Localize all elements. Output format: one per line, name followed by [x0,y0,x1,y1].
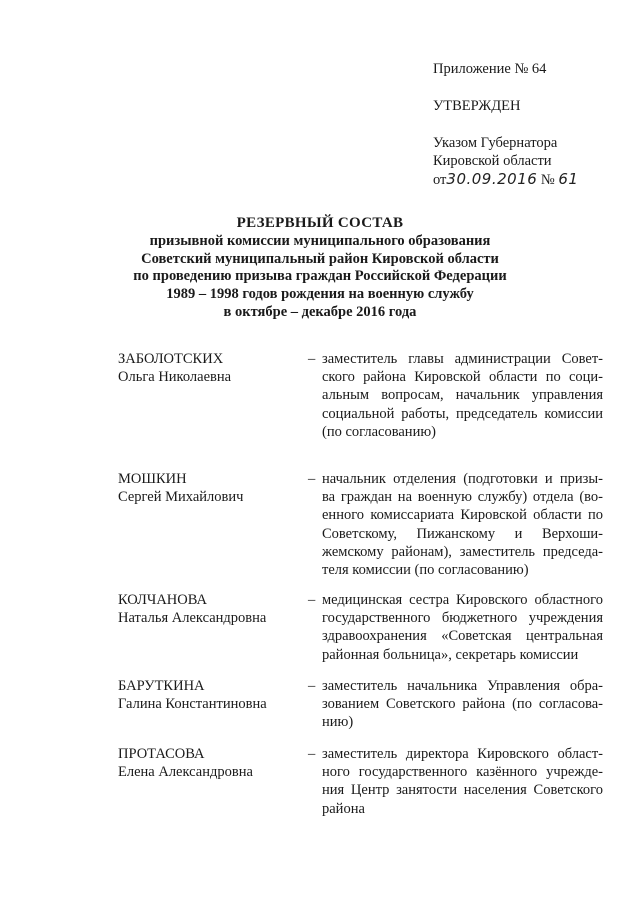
member-surname: ПРОТАСОВА [118,746,205,762]
role-line: жемскому районам), заместитель председа- [322,543,603,560]
title-line: призывной комиссии муниципального образования [149,232,491,249]
title-line: в октябре – декабре 2016 года [223,303,417,320]
member-role [322,350,603,470]
decree-line-2: Кировской области [433,153,552,169]
member-role [322,591,603,677]
handwritten-number: 61 [558,170,579,188]
member-entry [118,677,603,745]
role-line: социальной работы, председатель комиссии [322,405,603,422]
role-line: государственного бюджетного учреждения [322,610,603,627]
member-surname: ЗАБОЛОТСКИХ [118,351,224,367]
handwritten-date: 30.09.2016 [446,170,538,188]
member-role [322,470,603,591]
member-roster [118,350,603,818]
member-given-names: Галина Константиновна [118,696,267,713]
role-line: заместитель главы администрации Совет- [322,351,603,367]
title-line: по проведению призыва граждан Российской Федерации [133,268,507,285]
member-entry [118,470,603,591]
member-surname: КОЛЧАНОВА [118,592,207,608]
role-line: (по согласованию) [322,423,436,440]
role-line: района [322,800,365,817]
member-dash: – [308,351,316,367]
role-line: здравоохранения «Советская центральная [322,628,603,645]
approval-block [433,60,623,189]
member-given-names: Наталья Александровна [118,610,267,627]
member-dash: – [308,592,316,608]
member-entry [118,745,603,818]
member-dash: – [308,678,316,694]
role-line: енного комиссариата Кировской области по [322,507,603,524]
role-line: медицинская сестра Кировского областного [322,592,603,608]
title-line: 1989 – 1998 годов рождения на военную службу [166,286,474,303]
role-line: теля комиссии (по согласованию) [322,562,529,579]
member-role [322,745,603,818]
role-line: нию) [322,714,354,731]
role-line: альным вопросам, начальник управления [322,387,603,404]
role-line: ского района Кировской области по соци- [322,369,603,386]
role-line: начальник отделения (подготовки и призы- [322,471,603,487]
title-line: Советский муниципальный район Кировской области [141,250,499,267]
role-line: ва граждан на военную службу) отдела (во- [322,489,603,506]
role-line: заместитель начальника Управления обра- [322,678,603,694]
member-dash: – [308,746,316,762]
date-prefix: от [433,172,447,188]
decree-date-line [433,170,623,189]
member-given-names: Сергей Михайлович [118,489,244,506]
role-line: районная больница», секретарь комиссии [322,646,579,663]
member-given-names: Ольга Николаевна [118,369,232,386]
role-line: ния Центр занятости населения Советского [322,782,603,799]
decree-line-1: Указом Губернатора [433,135,558,151]
title-main: РЕЗЕРВНЫЙ СОСТАВ [236,215,404,231]
role-line: Советскому, Пижанскому и Верхоши- [322,525,603,542]
role-line: зованием Советского района (по согласова- [322,696,603,713]
number-prefix: № [540,172,555,188]
member-dash: – [308,471,316,487]
member-given-names: Елена Александровна [118,764,253,781]
role-line: ного государственного казённого учрежде- [322,764,603,781]
member-entry [118,350,603,470]
member-surname: МОШКИН [118,471,187,487]
appendix-number: Приложение № 64 [433,61,547,77]
member-entry [118,591,603,677]
member-surname: БАРУТКИНА [118,678,205,694]
role-line: заместитель директора Кировского област- [322,746,603,762]
approved-stamp-text: УТВЕРЖДЕН [433,98,521,114]
document-title [100,215,540,322]
member-role [322,677,603,745]
